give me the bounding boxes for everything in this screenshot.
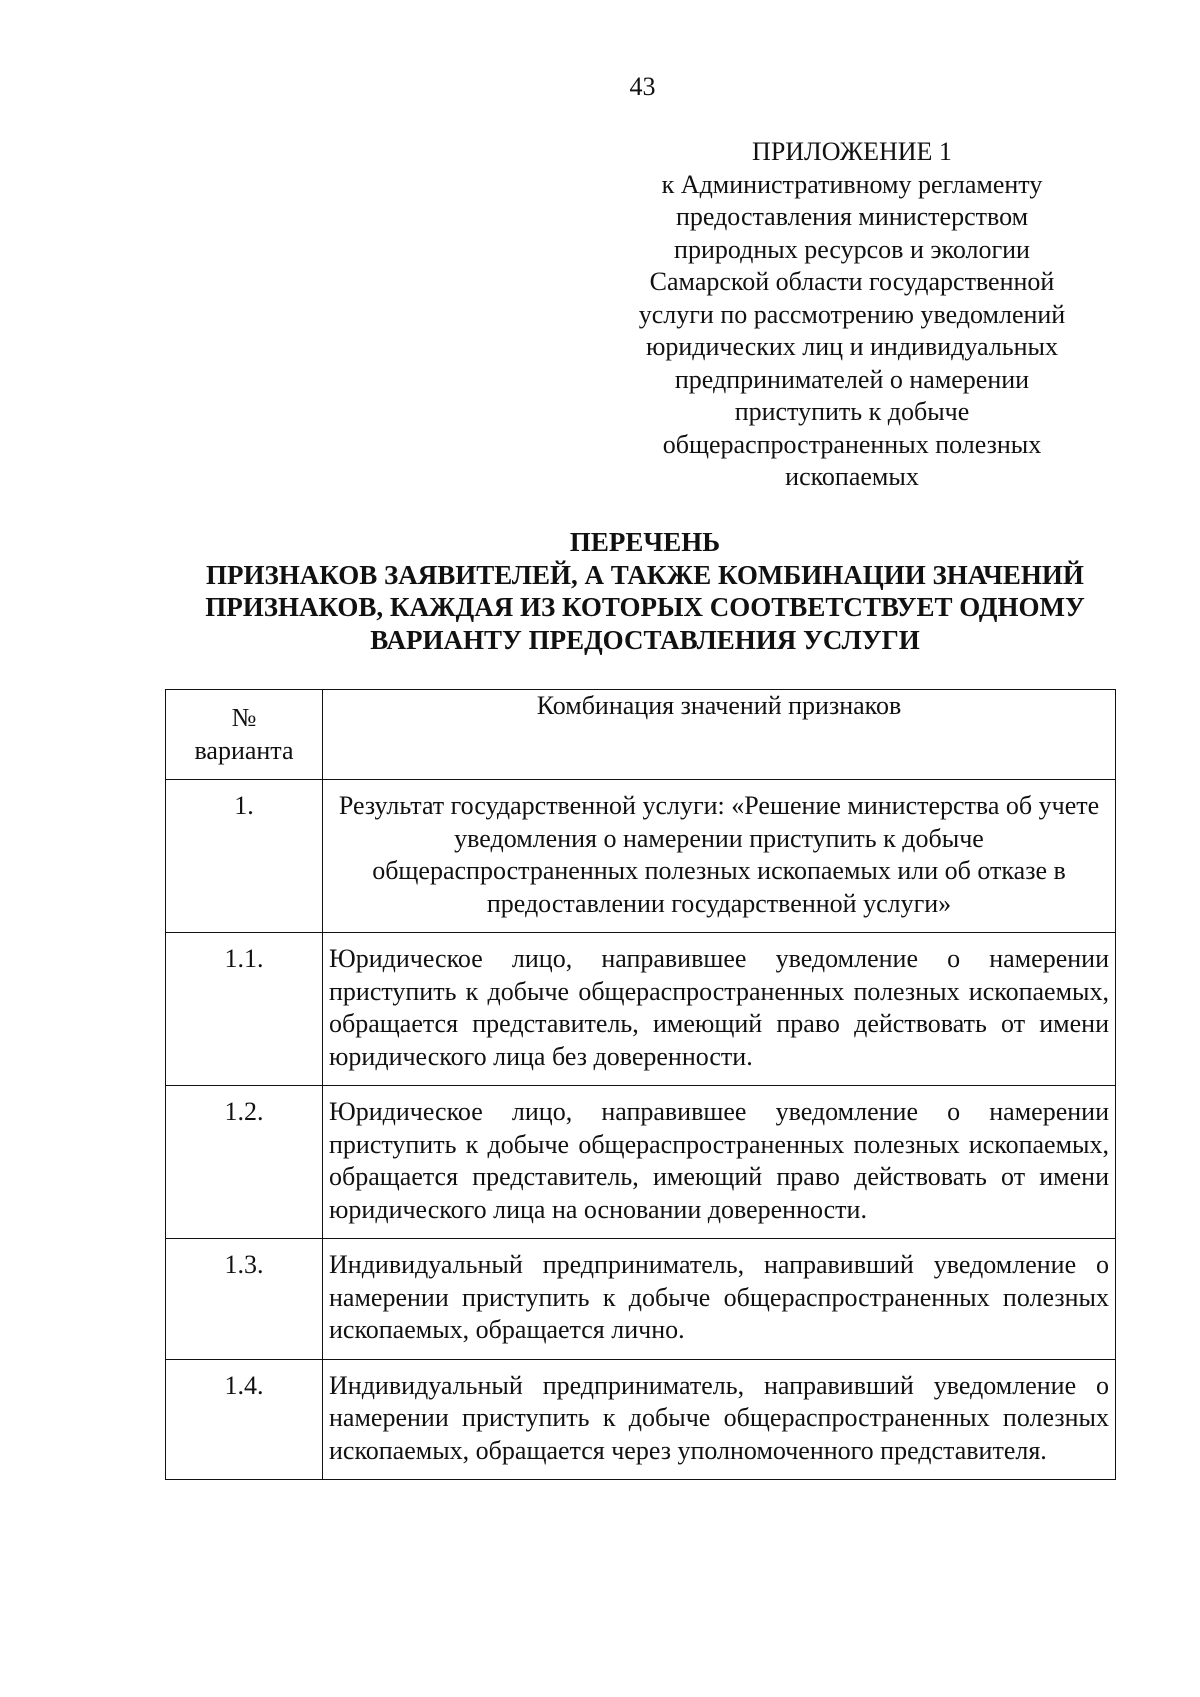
variant-number: 1.4. — [166, 1359, 323, 1480]
table-row — [166, 780, 1116, 933]
title-line: ВАРИАНТУ ПРЕДОСТАВЛЕНИЯ УСЛУГИ — [370, 624, 920, 655]
title-line: ПРИЗНАКОВ, КАЖДАЯ ИЗ КОТОРЫХ СООТВЕТСТВУЕТ ОДНОМУ — [205, 592, 1085, 622]
appendix-line: услуги по рассмотрению уведомлений — [638, 299, 1066, 329]
variant-number: 1. — [166, 780, 323, 933]
appendix-heading — [632, 136, 1072, 494]
appendix-line: предоставления министерством — [675, 202, 1029, 231]
appendix-line: Самарской области государственной — [649, 267, 1055, 296]
appendix-line: природных ресурсов и экологии — [674, 234, 1030, 264]
variant-number: 1.1. — [166, 933, 323, 1086]
variant-number: 1.2. — [166, 1086, 323, 1239]
variant-description: Индивидуальный предприниматель, направивший уведомление о намерении приступить к добыче общераспространенных полезных ископаемых, обращается лично. — [323, 1239, 1116, 1360]
variant-description: Индивидуальный предприниматель, направивший уведомление о намерении приступить к добыче общераспространенных полезных ископаемых, обращается через уполномоченного представителя. — [323, 1359, 1116, 1480]
header-variant-number — [166, 690, 323, 780]
table-row — [166, 933, 1116, 1086]
header-variant-label: варианта — [194, 735, 294, 765]
appendix-line: ископаемых — [785, 462, 919, 491]
variant-description: Юридическое лицо, направившее уведомление о намерении приступить к добыче общераспространенных полезных ископаемых, обращается представитель, имеющий право действовать от имени юридического лица на основании доверенности. — [323, 1086, 1116, 1239]
variant-description: Результат государственной услуги: «Решение министерства об учете уведомления о намерении приступить к добыче общераспространенных полезных ископаемых или об отказе в предоставлении государственной услуги» — [323, 780, 1116, 933]
appendix-line: приступить к добыче — [734, 397, 970, 426]
table-row — [166, 1239, 1116, 1360]
appendix-line: юридических лиц и индивидуальных — [645, 332, 1059, 361]
variants-table — [165, 689, 1116, 1480]
document-title — [160, 526, 1130, 656]
table-header-row — [166, 690, 1116, 780]
variant-description: Юридическое лицо, направившее уведомление о намерении приступить к добыче общераспространенных полезных ископаемых, обращается представитель, имеющий право действовать от имени юридического лица без доверенности. — [323, 933, 1116, 1086]
title-line: ПРИЗНАКОВ ЗАЯВИТЕЛЕЙ, А ТАКЖЕ КОМБИНАЦИИ ЗНАЧЕНИЙ — [206, 559, 1084, 590]
appendix-line: предпринимателей о намерении — [674, 364, 1030, 394]
header-combination: Комбинация значений признаков — [323, 690, 1116, 780]
table-row — [166, 1359, 1116, 1480]
appendix-title: ПРИЛОЖЕНИЕ 1 — [752, 137, 952, 166]
page-number: 43 — [629, 72, 656, 101]
table-row — [166, 1086, 1116, 1239]
title-line: ПЕРЕЧЕНЬ — [569, 527, 721, 557]
variant-number: 1.3. — [166, 1239, 323, 1360]
appendix-line: к Административному регламенту — [661, 169, 1043, 199]
appendix-line: общераспространенных полезных — [662, 429, 1042, 459]
header-number-sign: № — [231, 703, 257, 732]
